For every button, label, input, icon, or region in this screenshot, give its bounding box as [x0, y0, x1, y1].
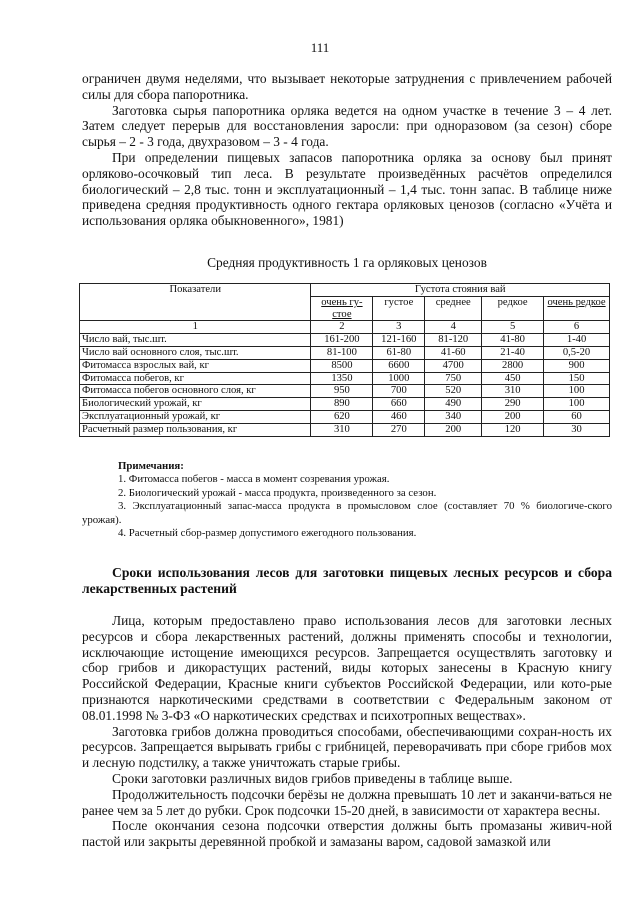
value-cell: 6600: [373, 359, 425, 372]
subheader-cell: среднее: [425, 296, 482, 321]
table-index-row: [80, 321, 610, 334]
table-body: [80, 334, 610, 436]
column-header: Показатели: [80, 284, 311, 321]
section-text: [82, 613, 612, 850]
group-header: Густота стояния вай: [311, 284, 610, 297]
intro-text: [82, 71, 612, 229]
note-item: 3. Эксплуатационный запас-масса продукта в промысловом слое (составляет 70 % биологиче-ского урожая).: [82, 500, 612, 526]
row-label-cell: Биологический урожай, кг: [80, 398, 311, 411]
paragraph: Продолжительность подсочки берёзы не должна превышать 10 лет и заканчи-ваться не ранее чем за 5 лет до рубки. Срок подсочки 15-20 дней, в зависимости от характера весны.: [82, 786, 612, 818]
value-cell: 1-40: [544, 334, 610, 347]
table-notes: [82, 460, 612, 540]
value-cell: 61-80: [373, 346, 425, 359]
table-row: [80, 423, 610, 436]
value-cell: 890: [311, 398, 373, 411]
value-cell: 700: [373, 385, 425, 398]
note-item: 1. Фитомасса побегов - масса в момент созревания урожая.: [118, 473, 390, 486]
value-cell: 41-60: [425, 346, 482, 359]
table-row: [80, 410, 610, 423]
notes-title: Примечания:: [118, 460, 184, 472]
paragraph: ограничен двумя неделями, что вызывает некоторые затруднения с привлечением рабочей силы для сбора папоротника.: [82, 71, 612, 102]
index-cell: 6: [544, 321, 610, 334]
row-label-cell: Фитомасса взрослых вай, кг: [80, 359, 311, 372]
value-cell: 660: [373, 398, 425, 411]
row-label-cell: Эксплуатационный урожай, кг: [80, 410, 311, 423]
row-label-cell: Число вай основного слоя, тыс.шт.: [80, 346, 311, 359]
value-cell: 750: [425, 372, 482, 385]
value-cell: 520: [425, 385, 482, 398]
paragraph: Сроки заготовки различных видов грибов приведены в таблице выше.: [112, 770, 513, 786]
value-cell: 81-100: [311, 346, 373, 359]
page-number: 111: [310, 40, 330, 55]
productivity-table: [79, 283, 610, 437]
value-cell: 290: [482, 398, 544, 411]
value-cell: 4700: [425, 359, 482, 372]
table-row: [80, 359, 610, 372]
value-cell: 0,5-20: [544, 346, 610, 359]
value-cell: 460: [373, 410, 425, 423]
subheader-cell: очень редкое: [544, 296, 610, 321]
table-row: [80, 385, 610, 398]
value-cell: 8500: [311, 359, 373, 372]
subheader-cell: редкое: [482, 296, 544, 321]
paragraph: Заготовка сырья папоротника орляка ведется на одном участке в течение 3 – 4 лет. Затем следует перерыв для восстановления заросли: при одноразовом (за сезон) сборе сырья – 2 - 3 года, двухразовом – 3 - 4 года.: [82, 102, 612, 150]
value-cell: 620: [311, 410, 373, 423]
value-cell: 310: [311, 423, 373, 436]
value-cell: 100: [544, 385, 610, 398]
value-cell: 200: [425, 423, 482, 436]
note-item: 2. Биологический урожай - масса продукта, произведенного за сезон.: [118, 486, 437, 499]
table-row: [80, 334, 610, 347]
table-title: Средняя продуктивность 1 га орляковых ценозов: [207, 255, 487, 270]
table-row: [80, 346, 610, 359]
value-cell: 120: [482, 423, 544, 436]
paragraph: Заготовка грибов должна проводиться способами, обеспечивающими сохран-ность их ресурсов. Запрещается вырывать грибы с грибницей, переворачивать при сборе грибов мох и лесную подстилку, а также уничтожать старые грибы.: [82, 723, 612, 771]
value-cell: 21-40: [482, 346, 544, 359]
index-cell: 2: [311, 321, 373, 334]
value-cell: 30: [544, 423, 610, 436]
section-heading: Сроки использования лесов для заготовки пищевых лесных ресурсов и сбора лекарственных растений: [82, 565, 612, 596]
row-label-cell: Расчетный размер пользования, кг: [80, 423, 311, 436]
paragraph: После окончания сезона подсочки отверстия должны быть промазаны живич-ной пастой или закрыты деревянной пробкой и замазаны варом, садовой замазкой или: [82, 818, 612, 850]
paragraph: Лица, которым предоставлено право использования лесов для заготовки лесных ресурсов и сбора лекарственных растений, должны применять способы и технологии, исключающие истощение имеющихся ресурсов. Запрещается осуществлять заготовку и сбор грибов и дикорастущих растений, виды которых занесены в Красную книгу Российской Федерации, Красные книги субъектов Российской Федерации, или кото-рые признаются наркотическими средствами в соответствии с Федеральным законом от 08.01.1998 № 3-ФЗ «О наркотических средствах и психотропных веществах».: [82, 613, 612, 723]
value-cell: 450: [482, 372, 544, 385]
value-cell: 81-120: [425, 334, 482, 347]
row-label-cell: Фитомасса побегов основного слоя, кг: [80, 385, 311, 398]
value-cell: 161-200: [311, 334, 373, 347]
value-cell: 950: [311, 385, 373, 398]
index-cell: 5: [482, 321, 544, 334]
table-row: [80, 372, 610, 385]
row-label-cell: Фитомасса побегов, кг: [80, 372, 311, 385]
value-cell: 200: [482, 410, 544, 423]
value-cell: 270: [373, 423, 425, 436]
value-cell: 1000: [373, 372, 425, 385]
value-cell: 150: [544, 372, 610, 385]
value-cell: 100: [544, 398, 610, 411]
subheader-cell: очень гу-стое: [311, 296, 373, 321]
value-cell: 60: [544, 410, 610, 423]
index-cell: 4: [425, 321, 482, 334]
value-cell: 1350: [311, 372, 373, 385]
row-label-cell: Число вай, тыс.шт.: [80, 334, 311, 347]
value-cell: 340: [425, 410, 482, 423]
index-cell: 3: [373, 321, 425, 334]
paragraph: При определении пищевых запасов папоротника орляка за основу был принят орляково-осочковый тип леса. В результате произведённых расчётов определился биологический – 2,8 тыс. тонн и эксплуатационный – 1,4 тыс. тонн запас. В таблице ниже приведена средняя продуктивность одного гектара орляковых ценозов (согласно «Учёта и использования орляка обыкновенного», 1981): [82, 149, 612, 229]
value-cell: 41-80: [482, 334, 544, 347]
table-header-row: [80, 284, 610, 297]
table-row: [80, 398, 610, 411]
value-cell: 490: [425, 398, 482, 411]
note-item: 4. Расчетный сбор-размер допустимого ежегодного пользования.: [118, 527, 417, 540]
value-cell: 310: [482, 385, 544, 398]
value-cell: 2800: [482, 359, 544, 372]
index-cell: 1: [80, 321, 311, 334]
subheader-cell: густое: [373, 296, 425, 321]
value-cell: 900: [544, 359, 610, 372]
value-cell: 121-160: [373, 334, 425, 347]
